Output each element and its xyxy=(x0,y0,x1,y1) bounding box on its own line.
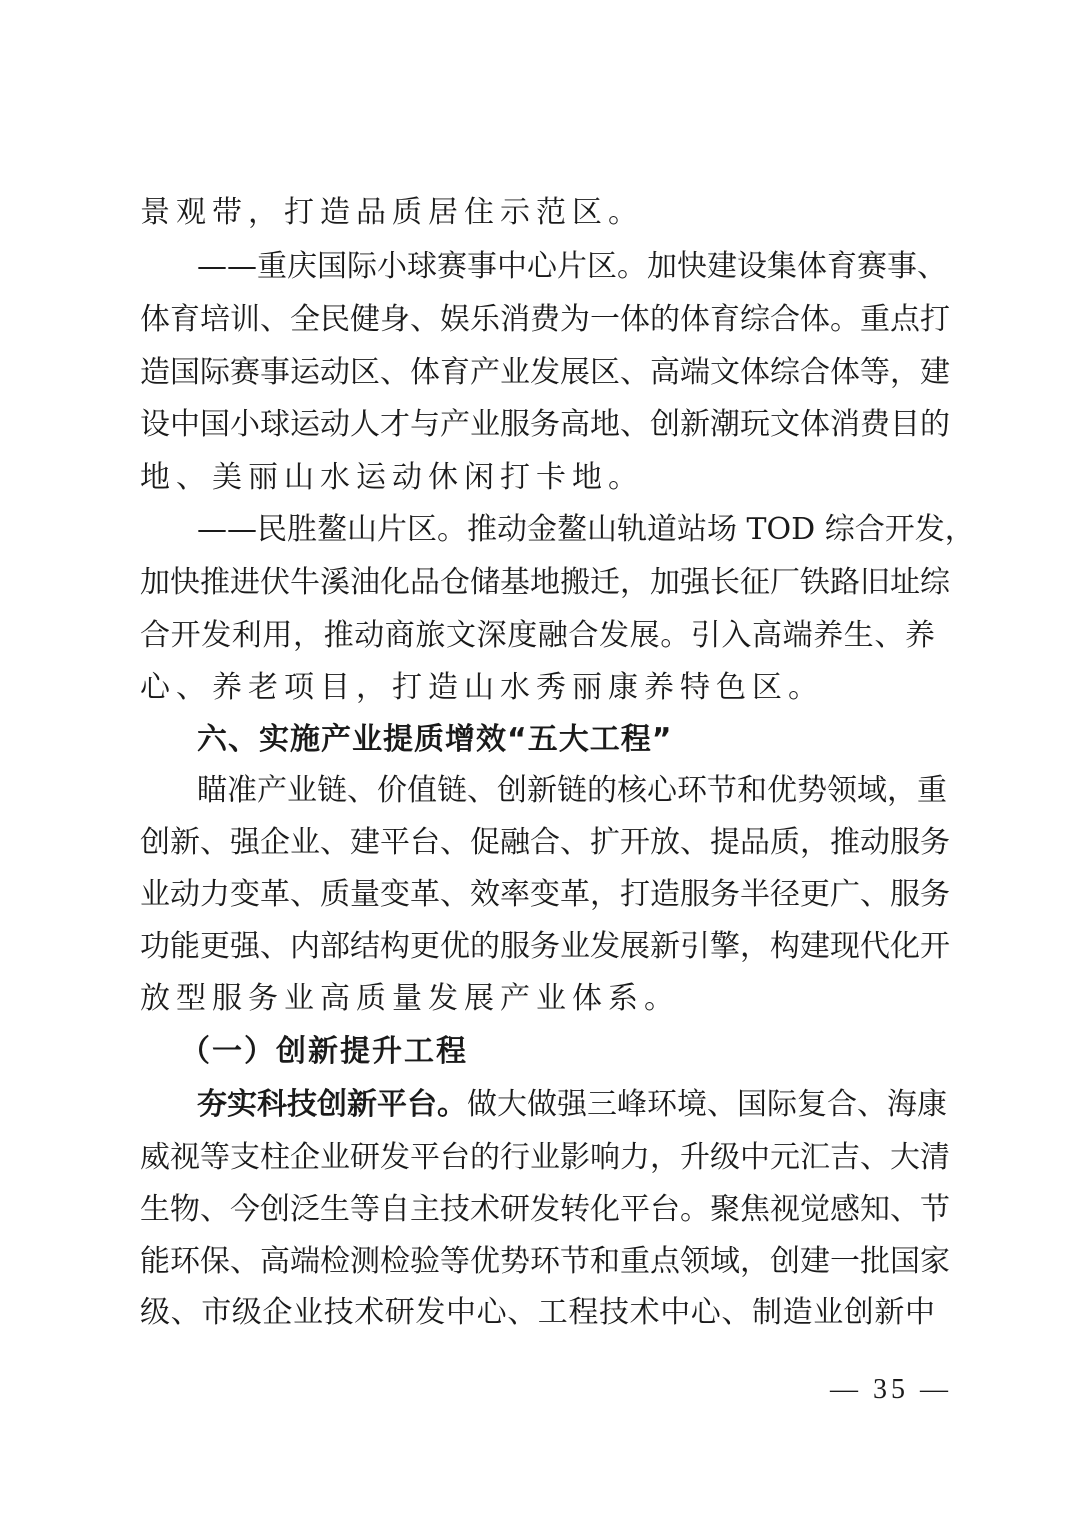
body-line: 造国际赛事运动区、体育产业发展区、高端文体综合体等，建 xyxy=(140,355,950,390)
body-line: 放型服务业高质量发展产业体系。 xyxy=(140,981,680,1016)
body-line: 心、养老项目，打造山水秀丽康养特色区。 xyxy=(140,670,824,705)
body-line: 体育培训、全民健身、娱乐消费为一体的体育综合体。重点打 xyxy=(140,302,950,337)
body-line: 生物、今创泛生等自主技术研发转化平台。聚焦视觉感知、节 xyxy=(140,1192,950,1227)
body-line: 创新、强企业、建平台、促融合、扩开放、提品质，推动服务 xyxy=(140,825,950,860)
page-number: — 35 — xyxy=(830,1374,952,1405)
body-line: 威视等支柱企业研发平台的行业影响力，升级中元汇吉、大清 xyxy=(140,1140,950,1175)
body-line: 加快推进伏牛溪油化品仓储基地搬迁，加强长征厂铁路旧址综 xyxy=(140,565,950,600)
body-line: 瞄准产业链、价值链、创新链的核心环节和优势领域，重 xyxy=(197,773,947,808)
body-line: 功能更强、内部结构更优的服务业发展新引擎，构建现代化开 xyxy=(140,929,950,964)
body-line: 合开发利用，推动商旅文深度融合发展。引入高端养生、养 xyxy=(140,618,935,653)
body-line xyxy=(197,1079,947,1131)
body-line: ——重庆国际小球赛事中心片区。加快建设集体育赛事、 xyxy=(197,249,947,284)
body-line: 能环保、高端检测检验等优势环节和重点领域，创建一批国家 xyxy=(140,1244,950,1279)
section-heading: 六、实施产业提质增效“五大工程” xyxy=(197,722,673,757)
body-line: ——民胜鳌山片区。推动金鳌山轨道站场 TOD 综合开发， xyxy=(197,512,975,547)
body-line: 业动力变革、质量变革、效率变革，打造服务半径更广、服务 xyxy=(140,877,950,912)
subsection-heading: （一）创新提升工程 xyxy=(180,1034,468,1069)
body-line: 设中国小球运动人才与产业服务高地、创新潮玩文体消费目的 xyxy=(140,407,950,442)
body-line: 景观带，打造品质居住示范区。 xyxy=(140,195,644,230)
paragraph-lead: 夯实科技创新平台。 xyxy=(197,1087,467,1122)
body-line: 级、市级企业技术研发中心、工程技术中心、制造业创新中 xyxy=(140,1295,935,1330)
paragraph-text: 做大做强三峰环境、国际复合、海康 xyxy=(467,1087,947,1122)
body-line: 地、美丽山水运动休闲打卡地。 xyxy=(140,460,644,495)
